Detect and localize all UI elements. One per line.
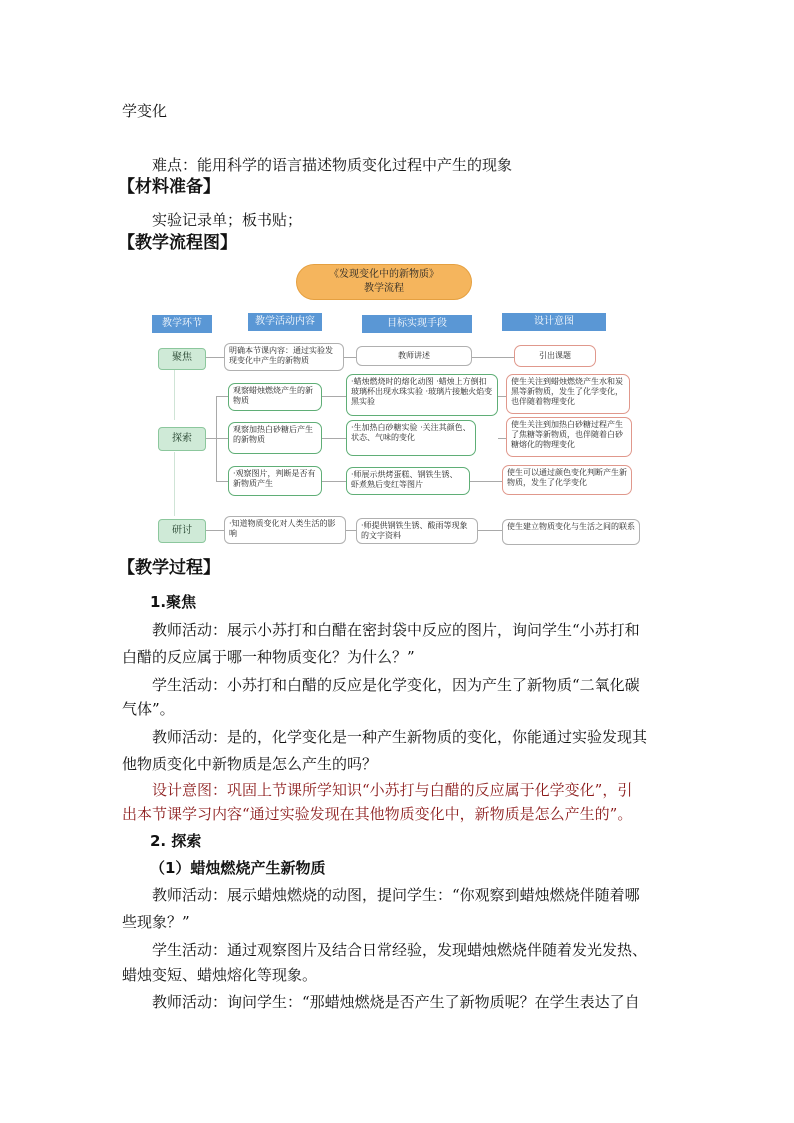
- explore-line-3: 学生活动：通过观察图片及结合日常经验，发现蜡烛燃烧伴随着发光发热、: [152, 941, 648, 959]
- explore-intent-2: 使生关注到加热白砂糖过程产生了焦糖等新物质，也伴随着白砂糖熔化的物理变化: [506, 417, 632, 457]
- explore-line-1: 教师活动：展示蜡烛燃烧的动图，提问学生：“你观察到蜡烛燃烧伴随着哪: [152, 886, 640, 904]
- focus-line-5: 教师活动：是的，化学变化是一种产生新物质的变化，你能通过实验发现其: [152, 728, 648, 746]
- focus-means: 教师讲述: [356, 346, 472, 366]
- stage-discuss: 研讨: [158, 519, 206, 543]
- focus-line-3: 学生活动：小苏打和白醋的反应是化学变化，因为产生了新物质“二氧化碳: [152, 676, 640, 694]
- explore-line-5: 教师活动：询问学生：“那蜡烛燃烧是否产生了新物质呢？在学生表达了自: [152, 993, 640, 1011]
- discuss-means: ·师提供钢铁生锈、酸雨等现象的文字资料: [356, 518, 478, 544]
- explore-line-2: 些现象？”: [122, 913, 190, 931]
- explore-intent-3: 使生可以通过颜色变化判断产生新物质，发生了化学变化: [502, 465, 632, 495]
- focus-design-intent-1: 设计意图：巩固上节课所学知识“小苏打与白醋的反应属于化学变化”，引: [152, 781, 633, 799]
- explore-means-1: ·蜡烛燃烧时的熔化动图 ·蜡烛上方倒扣玻璃杯出现水珠实验 ·玻璃片接触火焰变黑实验: [346, 374, 498, 416]
- discuss-activity: ·知道物质变化对人类生活的影响: [224, 516, 346, 544]
- flowchart-title-line1: 《发现变化中的新物质》: [329, 269, 439, 280]
- difficulty-line: 难点：能用科学的语言描述物质变化过程中产生的现象: [152, 156, 513, 174]
- explore-activity-2: 观察加热白砂糖后产生的新物质: [228, 422, 322, 454]
- focus-line-1: 教师活动：展示小苏打和白醋在密封袋中反应的图片，询问学生“小苏打和: [152, 621, 640, 639]
- stage-focus: 聚焦: [158, 348, 206, 370]
- focus-activity: 明确本节课内容：通过实验发现变化中产生的新物质: [224, 343, 344, 371]
- flowchart-title-line2: 教学流程: [364, 283, 404, 294]
- top-line: 学变化: [122, 102, 168, 120]
- explore-subtitle: （1）蜡烛燃烧产生新物质: [150, 859, 326, 877]
- section-materials: 【材料准备】: [118, 177, 220, 197]
- header-stage: 教学环节: [152, 315, 212, 333]
- materials-text: 实验记录单；板书贴；: [152, 211, 303, 229]
- focus-line-6: 他物质变化中新物质是怎么产生的吗？: [122, 755, 378, 773]
- focus-intent: 引出课题: [514, 345, 596, 367]
- header-means: 目标实现手段: [362, 315, 472, 333]
- explore-means-2: ·生加热白砂糖实验 ·关注其颜色、状态、气味的变化: [346, 420, 476, 456]
- focus-line-2: 白醋的反应属于哪一种物质变化？为什么？”: [122, 648, 415, 666]
- teaching-flowchart: [146, 262, 646, 550]
- explore-means-3: ·师展示烘烤蛋糕、钢铁生锈、虾煮熟后变红等图片: [346, 467, 470, 495]
- discuss-intent: 使生建立物质变化与生活之间的联系: [502, 519, 640, 545]
- header-intent: 设计意图: [502, 313, 606, 331]
- explore-activity-3: ·观察图片，判断是否有新物质产生: [228, 466, 322, 496]
- stage-explore: 探索: [158, 427, 206, 451]
- explore-title: 2. 探索: [150, 832, 202, 850]
- focus-design-intent-2: 出本节课学习内容“通过实验发现在其他物质变化中，新物质是怎么产生的”。: [122, 805, 633, 823]
- explore-intent-1: 使生关注到蜡烛燃烧产生水和炭黑等新物质，发生了化学变化，也伴随着物理变化: [506, 374, 630, 414]
- focus-line-4: 气体”。: [122, 700, 175, 718]
- flowchart-title: [296, 264, 472, 300]
- explore-line-4: 蜡烛变短、蜡烛熔化等现象。: [122, 966, 318, 984]
- focus-title: 1.聚焦: [150, 593, 197, 611]
- header-activity: 教学活动内容: [248, 313, 322, 331]
- section-flowchart: 【教学流程图】: [118, 233, 237, 253]
- section-process: 【教学过程】: [118, 558, 220, 578]
- explore-activity-1: 观察蜡烛燃烧产生的新物质: [228, 383, 322, 411]
